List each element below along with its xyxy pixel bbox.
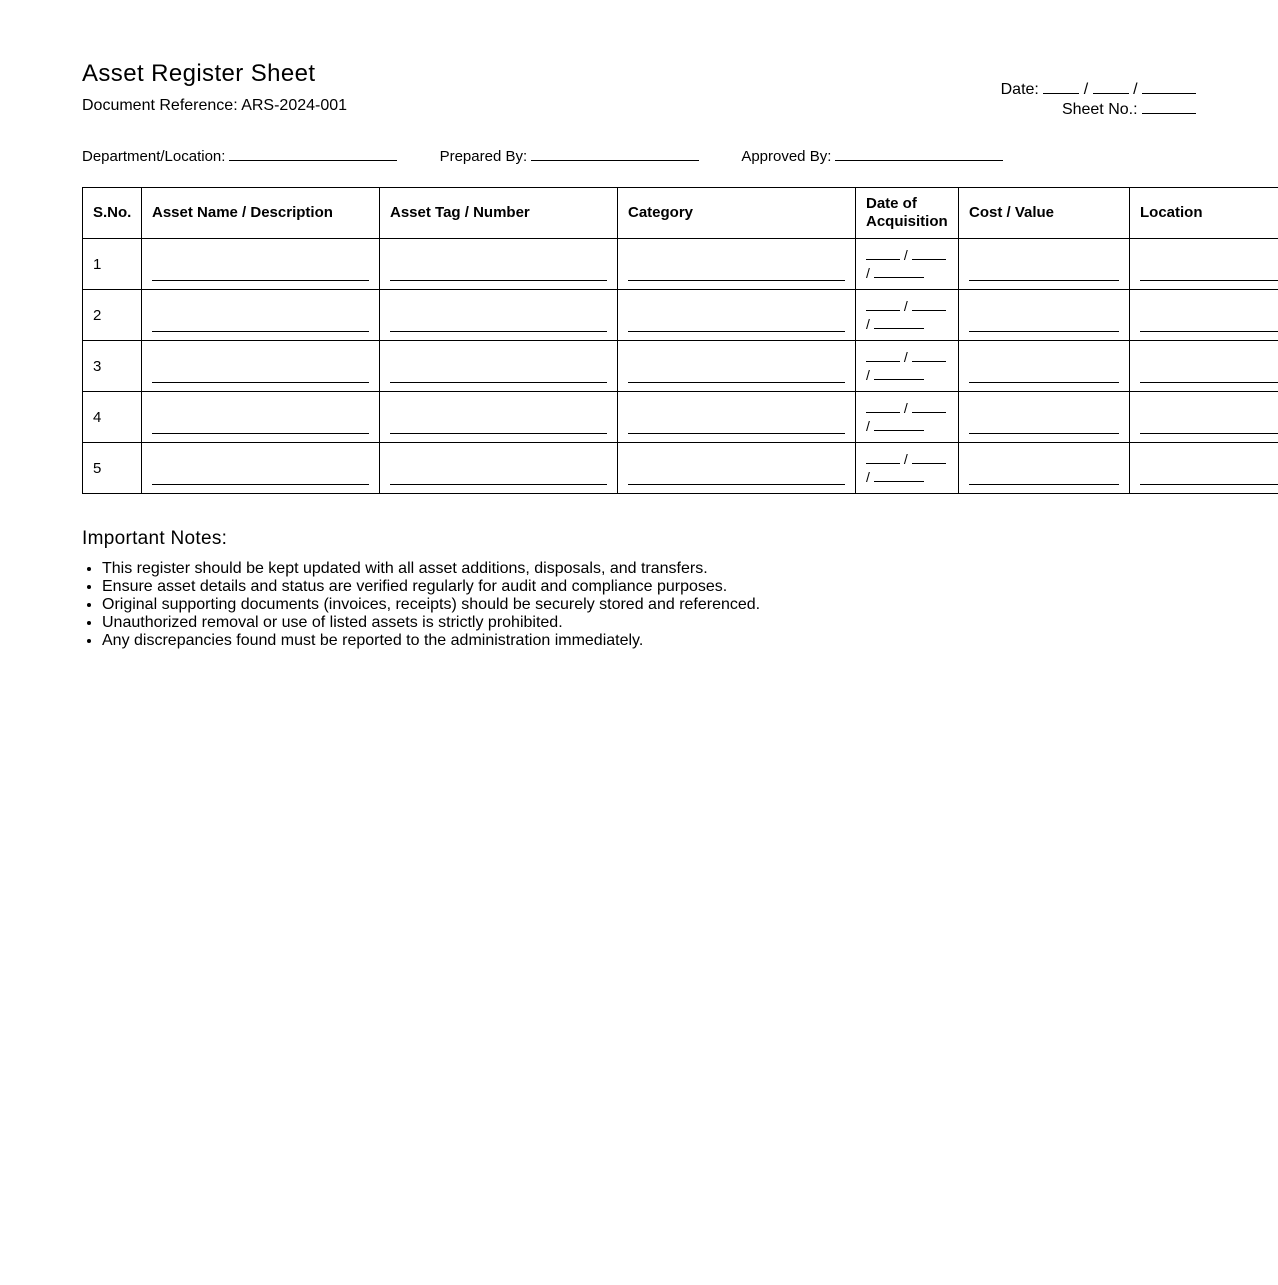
date-year-blank[interactable] [1142, 79, 1196, 94]
fill-line[interactable] [628, 409, 845, 434]
fill-line[interactable] [628, 307, 845, 332]
fill-line[interactable] [969, 307, 1119, 332]
document-reference [82, 97, 347, 115]
fill-line[interactable] [152, 409, 369, 434]
department-blank[interactable] [229, 146, 397, 161]
date-line: Date: / / [1001, 79, 1196, 99]
fill-line[interactable] [969, 460, 1119, 485]
date-month-blank[interactable] [1093, 79, 1129, 94]
fill-line[interactable] [1140, 460, 1278, 485]
notes-title: Important Notes: [82, 528, 228, 549]
table-row [83, 443, 1278, 494]
sheet-label: Sheet No.: [1061, 101, 1138, 118]
cost-cell[interactable] [959, 341, 1130, 392]
list-item: • Any discrepancies found must be reported to the administration immediately. [102, 632, 760, 650]
date-cell[interactable] [856, 290, 959, 341]
table-row [83, 341, 1278, 392]
table-row [83, 239, 1278, 290]
date-cell[interactable] [856, 341, 959, 392]
header-date-acquisition: Date of Acquisition [856, 188, 959, 239]
department-field [82, 146, 397, 166]
list-item: • This register should be kept updated with all asset additions, disposals, and transfers. [102, 560, 760, 578]
fill-line[interactable] [390, 256, 607, 281]
location-cell[interactable] [1130, 392, 1278, 443]
cost-cell[interactable] [959, 443, 1130, 494]
category-cell[interactable] [618, 290, 856, 341]
fill-line[interactable] [969, 256, 1119, 281]
list-item: • Ensure asset details and status are verified regularly for audit and compliance purposes. [102, 578, 760, 596]
fill-line[interactable] [390, 460, 607, 485]
fill-line[interactable] [152, 460, 369, 485]
list-item: • Unauthorized removal or use of listed assets is strictly prohibited. [102, 614, 760, 632]
fill-line[interactable] [1140, 256, 1278, 281]
department-label: Department/Location: [82, 148, 226, 165]
row-number: 1 [83, 239, 142, 290]
date-cell[interactable] [856, 443, 959, 494]
asset-table-wrapper [82, 187, 1278, 494]
fill-line[interactable] [628, 460, 845, 485]
header-asset-name: Asset Name / Description [142, 188, 380, 239]
fill-line[interactable] [152, 307, 369, 332]
header-cost-value: Cost / Value [959, 188, 1130, 239]
row-number: 4 [83, 392, 142, 443]
cost-cell[interactable] [959, 392, 1130, 443]
fill-line[interactable] [628, 256, 845, 281]
location-cell[interactable] [1130, 290, 1278, 341]
fill-line[interactable] [969, 358, 1119, 383]
list-item: • Original supporting documents (invoices, receipts) should be securely stored and referenced. [102, 596, 760, 614]
approved-blank[interactable] [835, 146, 1003, 161]
page-title: Asset Register Sheet [82, 60, 316, 87]
asset-tag-cell[interactable] [380, 392, 618, 443]
date-blank[interactable]: / / [866, 297, 948, 333]
sheet-number-blank[interactable] [1142, 99, 1196, 114]
fill-line[interactable] [390, 409, 607, 434]
category-cell[interactable] [618, 443, 856, 494]
date-blank[interactable]: / / [866, 450, 948, 486]
location-cell[interactable] [1130, 443, 1278, 494]
approved-field [741, 146, 1003, 166]
doc-ref-value: ARS-2024-001 [241, 97, 348, 114]
asset-name-cell[interactable] [142, 290, 380, 341]
cost-cell[interactable] [959, 290, 1130, 341]
date-blank[interactable]: / / [866, 246, 948, 282]
asset-tag-cell[interactable] [380, 443, 618, 494]
fill-line[interactable] [628, 358, 845, 383]
date-label: Date: [1000, 81, 1039, 98]
asset-name-cell[interactable] [142, 443, 380, 494]
table-row [83, 290, 1278, 341]
prepared-field [440, 146, 700, 166]
category-cell[interactable] [618, 392, 856, 443]
asset-table [82, 187, 1278, 494]
row-number: 2 [83, 290, 142, 341]
approved-label: Approved By: [741, 148, 832, 165]
header-category: Category [618, 188, 856, 239]
row-number: 3 [83, 341, 142, 392]
fill-line[interactable] [1140, 307, 1278, 332]
asset-tag-cell[interactable] [380, 341, 618, 392]
fill-line[interactable] [969, 409, 1119, 434]
asset-tag-cell[interactable] [380, 290, 618, 341]
fill-line[interactable] [1140, 409, 1278, 434]
date-blank[interactable]: / / [866, 399, 948, 435]
header-location: Location [1130, 188, 1278, 239]
asset-name-cell[interactable] [142, 341, 380, 392]
date-sheet-block [1001, 79, 1196, 119]
category-cell[interactable] [618, 239, 856, 290]
date-day-blank[interactable] [1043, 79, 1079, 94]
sheet-line [1001, 99, 1196, 119]
fill-line[interactable] [1140, 358, 1278, 383]
header-sno: S.No. [83, 188, 142, 239]
fill-line[interactable] [152, 256, 369, 281]
fill-line[interactable] [390, 358, 607, 383]
location-cell[interactable] [1130, 239, 1278, 290]
category-cell[interactable] [618, 341, 856, 392]
meta-fields [82, 146, 1041, 166]
prepared-blank[interactable] [531, 146, 699, 161]
table-row [83, 392, 1278, 443]
fill-line[interactable] [390, 307, 607, 332]
prepared-label: Prepared By: [439, 148, 528, 165]
location-cell[interactable] [1130, 341, 1278, 392]
notes-list [82, 560, 760, 650]
date-blank[interactable]: / / [866, 348, 948, 384]
fill-line[interactable] [152, 358, 369, 383]
header-asset-tag: Asset Tag / Number [380, 188, 618, 239]
doc-ref-label: Document Reference: [82, 97, 238, 114]
row-number: 5 [83, 443, 142, 494]
asset-tag-cell[interactable] [380, 239, 618, 290]
cost-cell[interactable] [959, 239, 1130, 290]
date-cell[interactable] [856, 392, 959, 443]
table-header-row [83, 188, 1278, 239]
asset-name-cell[interactable] [142, 392, 380, 443]
date-cell[interactable] [856, 239, 959, 290]
asset-name-cell[interactable] [142, 239, 380, 290]
